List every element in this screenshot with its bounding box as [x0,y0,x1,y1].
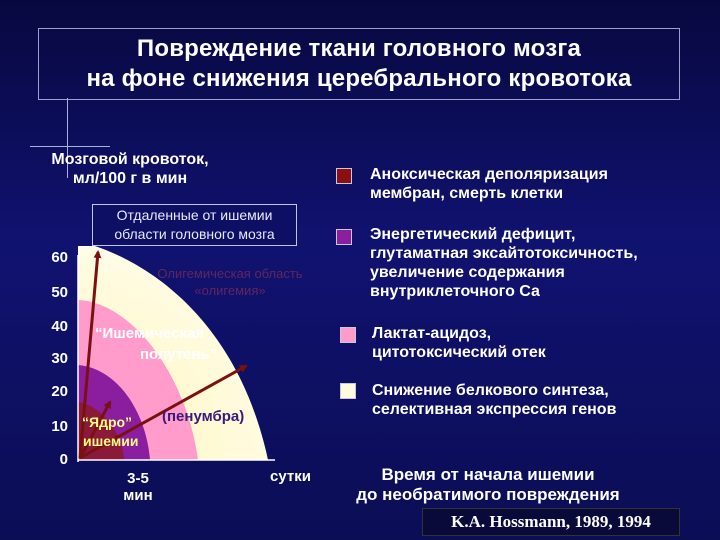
title-line-1: Повреждение ткани головного мозга [136,35,582,62]
penumbra-term-label: (пенумбра) [162,408,245,425]
remote-areas-line-1: Отдаленные от ишемии [116,207,273,223]
legend-item-lactate [372,324,546,362]
legend-energy-line-3: увеличение содержания внутриклеточного Са [370,264,565,300]
x-tick-minutes-line-2: мин [123,487,153,504]
legend-swatch-energy [336,229,352,245]
title-line-2: на фоне снижения церебрального кровотока [86,65,632,92]
legend-item-anoxic [370,165,608,203]
y-tick-0: 0 [59,451,68,468]
legend-protein-line-2: селективная экспрессия генов [372,401,617,418]
oligemia-faint-label [150,265,310,299]
legend-swatch-protein [340,383,356,399]
oligemia-line-2: «олигемия» [194,283,266,298]
legend-item-energy [370,225,700,301]
x-axis-label-line-2: до необратимого повреждения [356,485,620,504]
legend-swatch-anoxic [336,168,352,184]
legend-swatch-lactate [340,327,356,343]
citation: K.A. Hossmann, 1989, 1994 [422,508,680,536]
x-axis-label [318,465,658,505]
y-tick-30: 30 [51,350,68,367]
remote-areas-box [92,204,297,246]
legend-lactate-line-1: Лактат-ацидоз, [372,325,492,342]
core-label-line-2: ишемии [83,433,139,449]
legend-item-protein [372,381,616,419]
y-axis-label-line-1: Мозговой кровоток, [51,151,209,168]
legend-lactate-line-2: цитотоксический отек [372,344,546,361]
y-tick-20: 20 [51,383,68,400]
core-label-line-1: “Ядро” [82,414,133,430]
y-tick-10: 10 [51,418,68,435]
oligemia-line-1: Олигемическая область [157,266,303,281]
penumbra-label-line-2: полутень” [140,346,218,363]
x-axis-label-line-1: Время от начала ишемии [381,465,595,484]
x-tick-minutes [118,470,158,504]
legend-anoxic-line-2: мембран, смерть клетки [370,185,564,202]
legend-anoxic-line-1: Аноксическая деполяризация [370,166,608,183]
legend-protein-line-1: Снижение белкового синтеза, [372,382,609,399]
remote-areas-line-2: области головного мозга [114,226,275,242]
y-tick-50: 50 [51,284,68,301]
y-tick-40: 40 [51,318,68,335]
x-tick-minutes-line-1: 3-5 [127,470,149,487]
penumbra-label-line-1: “Ишемическая [95,325,205,342]
y-axis-label-line-2: мл/100 г в мин [72,170,188,187]
legend-energy-line-2: глутаматная эксайтотоксичность, [370,245,638,262]
x-tick-days: сутки [270,468,311,485]
legend-energy-line-1: Энергетический дефицит, [370,226,576,243]
y-tick-60: 60 [51,249,68,266]
